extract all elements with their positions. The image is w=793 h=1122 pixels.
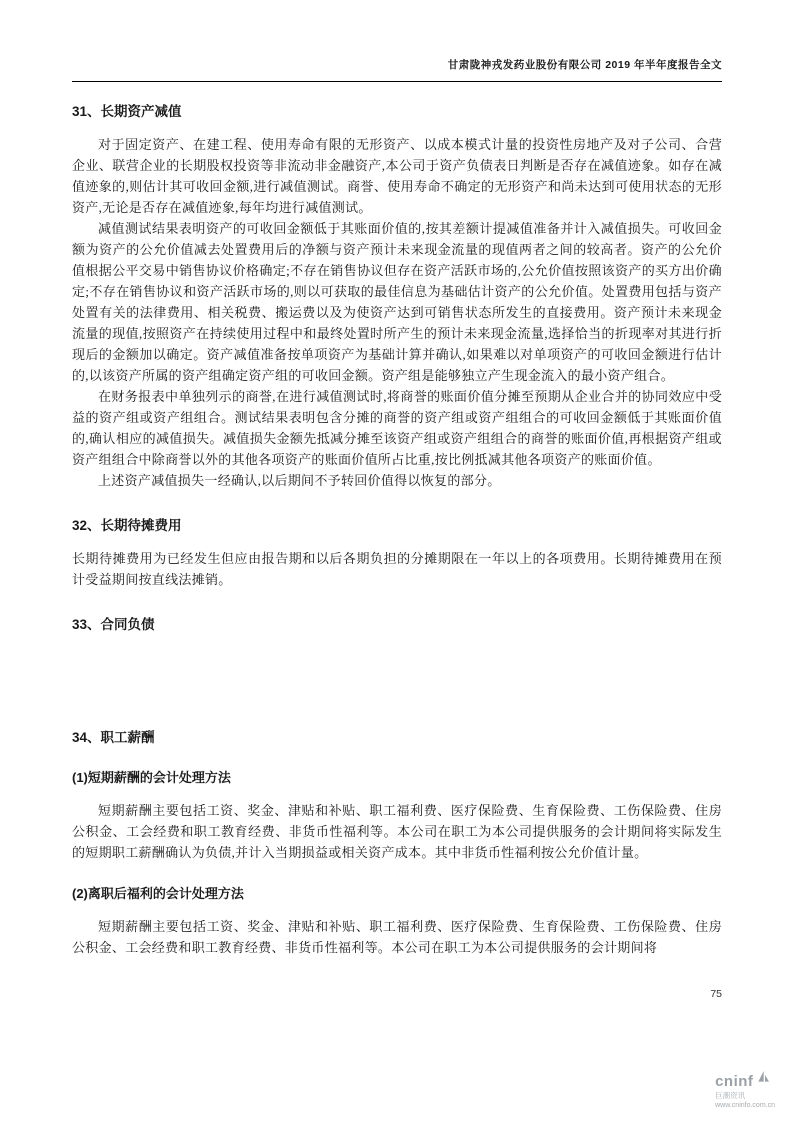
section-33-heading: 33、合同负债 [72, 617, 155, 632]
page-number: 75 [710, 988, 722, 1000]
section-31 [72, 103, 722, 491]
paragraph: 上述资产减值损失一经确认,以后期间不予转回价值得以恢复的部分。 [98, 473, 501, 488]
cninfo-logo [715, 1069, 775, 1110]
paragraph: 短期薪酬主要包括工资、奖金、津贴和补贴、职工福利费、医疗保险费、生育保险费、工伤保险费、住房公积金、工会经费和职工教育经费、非货币性福利等。本公司在职工为本公司提供服务的会计期间将 [72, 919, 722, 955]
header-title: 甘肃陇神戎发药业股份有限公司 2019 年半年度报告全文 [447, 59, 722, 71]
section-34-sub1-heading: (1)短期薪酬的会计处理方法 [72, 770, 231, 785]
section-34-sub2-body [72, 916, 722, 958]
report-header [72, 0, 722, 82]
section-34 [72, 729, 722, 958]
section-31-heading: 31、长期资产减值 [72, 104, 182, 119]
paragraph: 在财务报表中单独列示的商誉,在进行减值测试时,将商誉的账面价值分摊至预期从企业合并的协同效应中受益的资产组或资产组组合。测试结果表明包含分摊的商誉的资产组或资产组组合的可收回金额低于其账面价值的,确认相应的减值损失。减值损失金额先抵减分摊至该资产组或资产组组合的商誉的账面价值,再根据资产组或资产组组合中除商誉以外的其他各项资产的账面价值所占比重,按比例抵减其他各项资产的账面价值。 [72, 389, 722, 467]
paragraph: 短期薪酬主要包括工资、奖金、津贴和补贴、职工福利费、医疗保险费、生育保险费、工伤保险费、住房公积金、工会经费和职工教育经费、非货币性福利等。本公司在职工为本公司提供服务的会计期间将实际发生的短期职工薪酬确认为负债,并计入当期损益或相关资产成本。其中非货币性福利按公允价值计量。 [72, 803, 722, 860]
section-34-sub2-heading: (2)离职后福利的会计处理方法 [72, 886, 244, 901]
paragraph: 对于固定资产、在建工程、使用寿命有限的无形资产、以成本模式计量的投资性房地产及对子公司、合营企业、联营企业的长期股权投资等非流动非金融资产,本公司于资产负债表日判断是否存在减值迹象。如存在减值迹象的,则估计其可收回金额,进行减值测试。商誉、使用寿命不确定的无形资产和尚未达到可使用状态的无形资产,无论是否存在减值迹象,每年均进行减值测试。 [72, 137, 722, 215]
section-34-heading: 34、职工薪酬 [72, 730, 155, 745]
section-34-sub1-body [72, 800, 722, 863]
section-31-body [72, 134, 722, 491]
section-32 [72, 517, 722, 590]
section-32-body [72, 548, 722, 590]
logo-url: www.cninfo.com.cn [715, 1101, 775, 1109]
section-32-heading: 32、长期待摊费用 [72, 518, 182, 533]
logo-brand: cninf [715, 1073, 754, 1091]
sail-icon [755, 1069, 771, 1090]
paragraph: 减值测试结果表明资产的可收回金额低于其账面价值的,按其差额计提减值准备并计入减值损失。可收回金额为资产的公允价值减去处置费用后的净额与资产预计未来现金流量的现值两者之间的较高者。资产的公允价值根据公平交易中销售协议价格确定;不存在销售协议但存在资产活跃市场的,公允价值按照该资产的买方出价确定;不存在销售协议和资产活跃市场的,则以可获取的最佳信息为基础估计资产的公允价值。处置费用包括与资产处置有关的法律费用、相关税费、搬运费以及为使资产达到可销售状态所发生的直接费用。资产预计未来现金流量的现值,按照资产在持续使用过程中和最终处置时所产生的预计未来现金流量,选择恰当的折现率对其进行折现后的金额加以确定。资产减值准备按单项资产为基础计算并确认,如果难以对单项资产的可收回金额进行估计的,以该资产所属的资产组确定资产组的可收回金额。资产组是能够独立产生现金流入的最小资产组合。 [72, 221, 722, 383]
paragraph: 长期待摊费用为已经发生但应由报告期和以后各期负担的分摊期限在一年以上的各项费用。长期待摊费用在预计受益期间按直线法摊销。 [72, 551, 722, 587]
logo-row [715, 1069, 775, 1090]
logo-name: 巨潮资讯 [715, 1091, 746, 1101]
section-33 [72, 616, 722, 634]
